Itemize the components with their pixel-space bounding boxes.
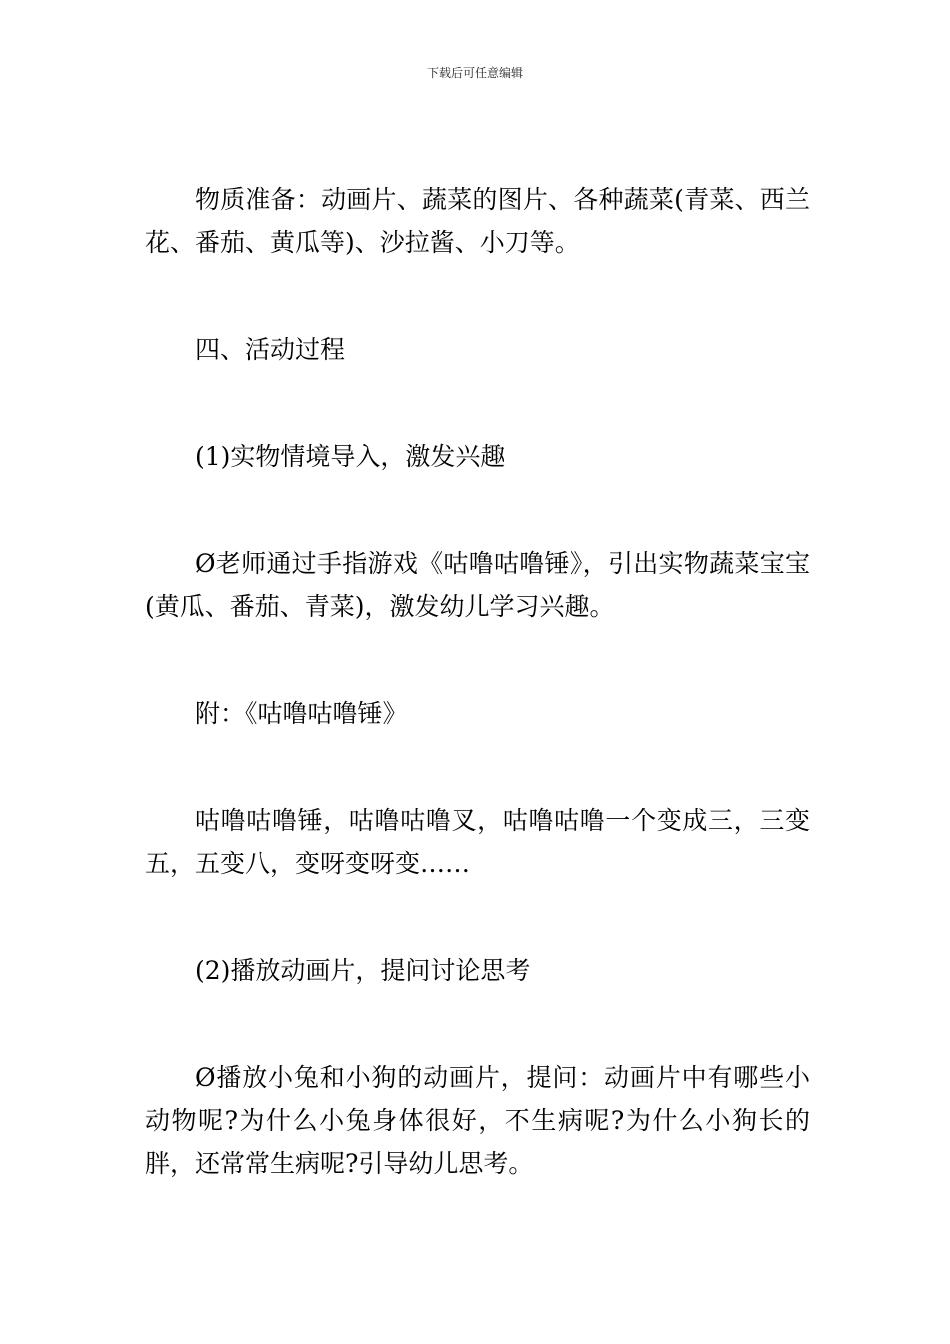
paragraph-gap [145, 371, 810, 435]
paragraph-gap [145, 992, 810, 1056]
page-header: 下载后可任意编辑 [426, 66, 523, 80]
section-heading-activity-process: 四、活动过程 [195, 335, 346, 364]
appendix-title: 附：《咕噜咕噜锤》 [195, 699, 408, 728]
materials-paragraph: 物质准备：动画片、蔬菜的图片、各种蔬菜(青菜、西兰花、番茄、黄瓜等)、沙拉酱、小刀等。 [145, 185, 810, 257]
step-1-description: Ø老师通过手指游戏《咕噜咕噜锤》，引出实物蔬菜宝宝(黄瓜、番茄、青菜)，激发幼儿学习兴趣。 [145, 549, 810, 621]
step-2-heading: (2)播放动画片，提问讨论思考 [195, 956, 531, 985]
paragraph-gap [145, 478, 810, 542]
paragraph-gap [145, 735, 810, 799]
step-1-heading: (1)实物情境导入，激发兴趣 [195, 442, 506, 471]
finger-game-rhyme: 咕噜咕噜锤，咕噜咕噜叉，咕噜咕噜一个变成三，三变五，五变八，变呀变呀变…… [145, 806, 810, 878]
document-body [145, 178, 810, 1185]
paragraph-gap [145, 628, 810, 692]
step-2-description: Ø播放小兔和小狗的动画片，提问：动画片中有哪些小动物呢?为什么小兔身体很好，不生病呢?为什么小狗长的胖，还常常生病呢?引导幼儿思考。 [145, 1063, 810, 1178]
paragraph-gap [145, 264, 810, 328]
paragraph-gap [145, 885, 810, 949]
